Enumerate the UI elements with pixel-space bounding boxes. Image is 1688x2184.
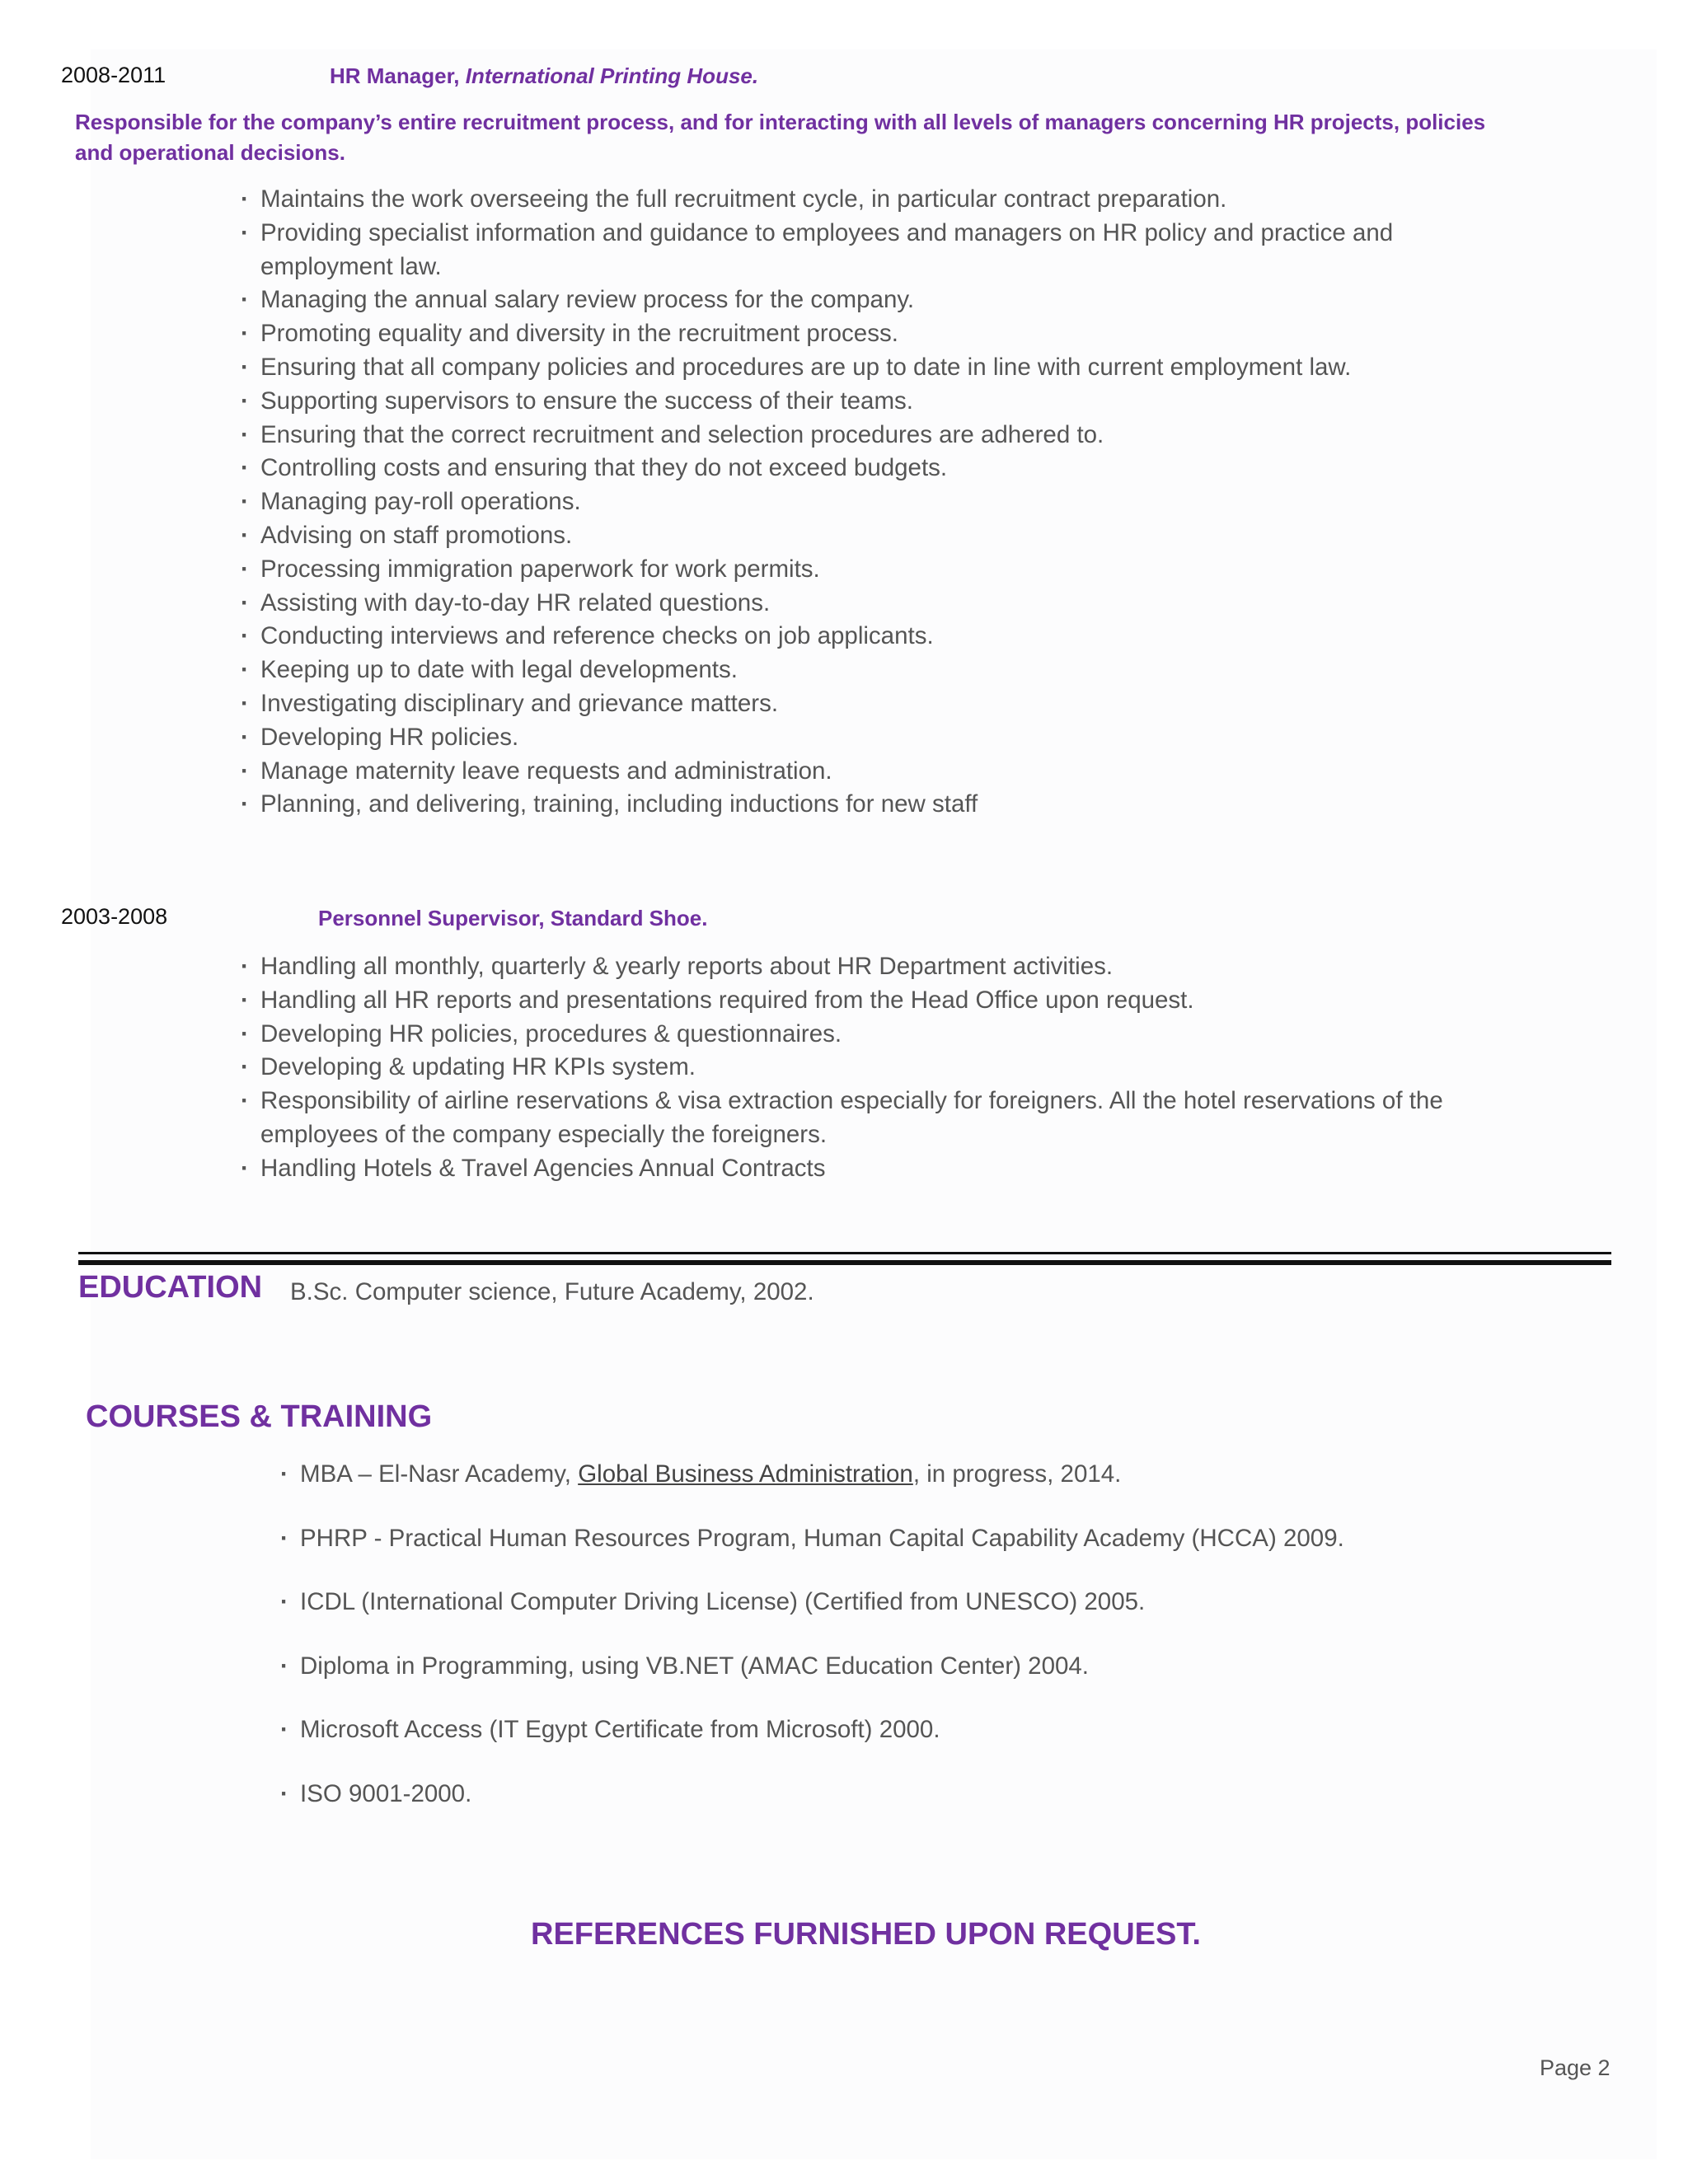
education-text: B.Sc. Computer science, Future Academy, 2002.: [290, 1278, 814, 1305]
job1-bullet-item: · Planning, and delivering, training, including inductions for new staff: [241, 788, 1493, 822]
job1-bullet-item: · Promoting equality and diversity in the recruitment process.: [241, 317, 1493, 351]
course-item: · ISO 9001-2000.: [280, 1778, 1566, 1811]
job1-bullet-item: · Conducting interviews and reference checks on job applicants.: [241, 620, 1493, 654]
job1-years: 2008-2011: [61, 63, 166, 87]
page-number: Page 2: [1540, 2055, 1611, 2080]
job2-title: Personnel Supervisor, Standard Shoe.: [318, 906, 708, 930]
courses-list: [280, 1458, 1566, 1841]
courses-heading: COURSES & TRAINING: [86, 1399, 433, 1434]
job1-bullet-item: · Processing immigration paperwork for work permits.: [241, 553, 1493, 587]
job1-bullet-item: · Advising on staff promotions.: [241, 519, 1493, 553]
job1-title: [330, 63, 758, 89]
job2-years: 2003-2008: [61, 904, 168, 929]
course-item: · ICDL (International Computer Driving License) (Certified from UNESCO) 2005.: [280, 1586, 1566, 1619]
job2-bullet-item: · Handling all HR reports and presentations required from the Head Office upon request.: [241, 984, 1493, 1018]
job1-bullet-item: · Providing specialist information and guidance to employees and managers on HR policy and practice and employment law.: [241, 217, 1493, 284]
section-divider-thin: [78, 1252, 1611, 1254]
job1-bullet-item: · Controlling costs and ensuring that they do not exceed budgets.: [241, 452, 1493, 485]
job1-bullet-list: [241, 183, 1493, 822]
job1-bullet-item: · Managing the annual salary review process for the company.: [241, 284, 1493, 317]
references-note: REFERENCES FURNISHED UPON REQUEST.: [531, 1917, 1201, 1952]
job1-bullet-item: · Ensuring that the correct recruitment and selection procedures are adhered to.: [241, 419, 1493, 452]
job1-bullet-item: · Ensuring that all company policies and procedures are up to date in line with current employment law.: [241, 351, 1493, 385]
section-divider-thick: [78, 1260, 1611, 1265]
job1-bullet-item: · Assisting with day-to-day HR related questions.: [241, 587, 1493, 621]
job2-bullet-item: · Handling all monthly, quarterly & yearly reports about HR Department activities.: [241, 950, 1493, 984]
job1-summary: Responsible for the company’s entire recruitment process, and for interacting with all levels of managers concerning HR projects, policies and operational decisions.: [75, 110, 1486, 165]
job1-role: HR Manager,: [330, 63, 460, 88]
course-item: · PHRP - Practical Human Resources Program, Human Capital Capability Academy (HCCA) 2009.: [280, 1522, 1566, 1555]
job1-bullet-item: · Investigating disciplinary and grievance matters.: [241, 687, 1493, 721]
job1-bullet-item: · Keeping up to date with legal developments.: [241, 654, 1493, 687]
course-item: · Microsoft Access (IT Egypt Certificate from Microsoft) 2000.: [280, 1713, 1566, 1746]
job2-bullet-list: [241, 950, 1493, 1186]
mba-suffix: , in progress, 2014.: [912, 1460, 1122, 1488]
job2-bullet-item: · Handling Hotels & Travel Agencies Annual Contracts: [241, 1152, 1493, 1186]
job2-bullet-item: · Developing & updating HR KPIs system.: [241, 1051, 1493, 1085]
job1-bullet-item: · Supporting supervisors to ensure the success of their teams.: [241, 385, 1493, 419]
job1-company: International Printing House.: [465, 63, 759, 88]
job1-bullet-item: · Manage maternity leave requests and administration.: [241, 755, 1493, 789]
job1-bullet-item: · Maintains the work overseeing the full recruitment cycle, in particular contract preparation.: [241, 183, 1493, 217]
job2-bullet-item: · Developing HR policies, procedures & questionnaires.: [241, 1018, 1493, 1052]
mba-prefix: MBA – El-Nasr Academy,: [300, 1460, 579, 1488]
job2-bullet-item: · Responsibility of airline reservations & visa extraction especially for foreigners. All the hotel reservations of the employees of the company especially the foreigners.: [241, 1085, 1493, 1152]
education-heading: EDUCATION: [78, 1270, 263, 1305]
job1-bullet-item: · Managing pay-roll operations.: [241, 485, 1493, 519]
course-item: · Diploma in Programming, using VB.NET (AMAC Education Center) 2004.: [280, 1650, 1566, 1683]
job1-bullet-item: · Developing HR policies.: [241, 721, 1493, 755]
course-item: [280, 1458, 1566, 1491]
mba-program-link[interactable]: Global Business Administration: [578, 1460, 913, 1488]
